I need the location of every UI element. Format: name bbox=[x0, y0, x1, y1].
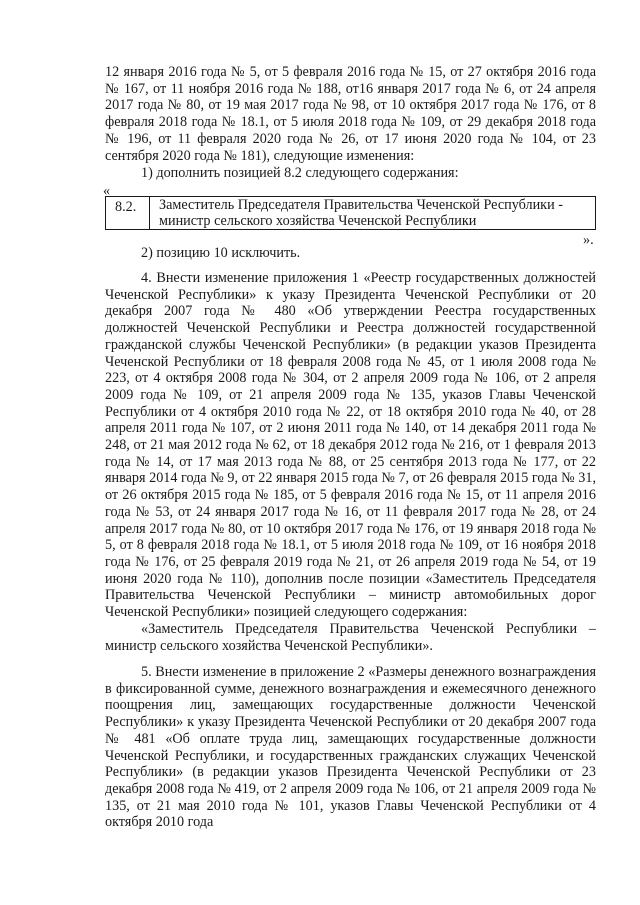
table-row bbox=[105, 196, 596, 230]
table-cell-text: Заместитель Председателя Правительства Чеченской Республики - министр сельского хозяйства Чеченской Республики bbox=[159, 197, 563, 229]
paragraph-intro: 12 января 2016 года № 5, от 5 февраля 2016 года № 15, от 27 октября 2016 года № 167, от 11 ноября 2016 года № 188, от16 января 2017 года № 6, от 24 апреля 2017 года № 80, от 19 мая 2017 года № 98, от 10 октября 2017 года № 176, от 8 февраля 2018 года № 18.1, от 5 июля 2018 года № 109, от 29 декабря 2018 года № 196, от 11 февраля 2020 года № 26, от 17 июня 2020 года № 104, от 23 сентября 2020 года № 181), следующие изменения: bbox=[105, 64, 596, 164]
paragraph-4: 4. Внести изменение приложения 1 «Реестр государственных должностей Чеченской Республики» к указу Президента Чеченской Республики от 20 декабря 2007 года № 480 «Об утверждении Реестра государственных должностей Чеченской Республики и Реестра должностей государственной гражданской службы Чеченской Республики» (в редакции указов Президента Чеченской Республики от 18 февраля 2008 года № 45, от 1 июля 2008 года № 223, от 4 октября 2008 года № 304, от 2 апреля 2009 года № 106, от 2 апреля 2009 года № 109, от 21 апреля 2009 года № 135, указов Главы Чеченской Республики от 4 октября 2010 года № 22, от 18 октября 2010 года № 40, от 28 апреля 2011 года № 107, от 2 июня 2011 года № 140, от 14 декабря 2011 года № 248, от 21 мая 2012 года № 62, от 18 декабря 2012 года № 216, от 1 февраля 2013 года № 14, от 17 мая 2013 года № 88, от 25 сентября 2013 года № 177, от 22 января 2014 года № 9, от 22 января 2015 года № 7, от 26 февраля 2015 года № 31, от 26 октября 2015 года № 185, от 5 февраля 2016 года № 15, от 11 апреля 2016 года № 53, от 24 января 2017 года № 16, от 11 февраля 2017 года № 28, от 24 апреля 2017 года № 80, от 10 октября 2017 года № 176, от 19 января 2018 года № 5, от 8 февраля 2018 года № 18.1, от 5 июля 2018 года № 109, от 16 ноября 2018 года № 176, от 25 февраля 2019 года № 21, от 26 апреля 2019 года № 54, от 19 июня 2020 года № 110), дополнив после позиции «Заместитель Председателя Правительства Чеченской Республики – министр автомобильных дорог Чеченской Республики» позицией следующего содержания: bbox=[105, 270, 596, 621]
paragraph-5: 5. Внести изменение в приложение 2 «Размеры денежного вознаграждения в фиксированной сумме, денежного вознаграждения и ежемесячного денежного поощрения лиц, замещающих государственные должности Чеченской Республики» к указу Президента Чеченской Республики от 20 декабря 2007 года № 481 «Об оплате труда лиц, замещающих государственные должности Чеченской Республики, и государственных гражданских служащих Чеченской Республики» (в редакции указов Президента Чеченской Республики от 23 декабря 2008 года № 419, от 2 апреля 2009 года № 106, от 21 апреля 2009 года № 135, от 21 мая 2010 года № 101, указов Главы Чеченской Республики от 4 октября 2010 года bbox=[105, 664, 596, 831]
item-2: 2) позицию 10 исключить. bbox=[141, 245, 301, 261]
paragraph-4-quote: «Заместитель Председателя Правительства Чеченской Республики – министр сельского хозяйства Чеченской Республики». bbox=[105, 621, 596, 654]
table-cell-number: 8.2. bbox=[106, 197, 150, 229]
quote-open: « bbox=[103, 183, 111, 199]
item-1: 1) дополнить позицией 8.2 следующего содержания: bbox=[141, 165, 459, 181]
quote-close: ». bbox=[583, 232, 594, 248]
